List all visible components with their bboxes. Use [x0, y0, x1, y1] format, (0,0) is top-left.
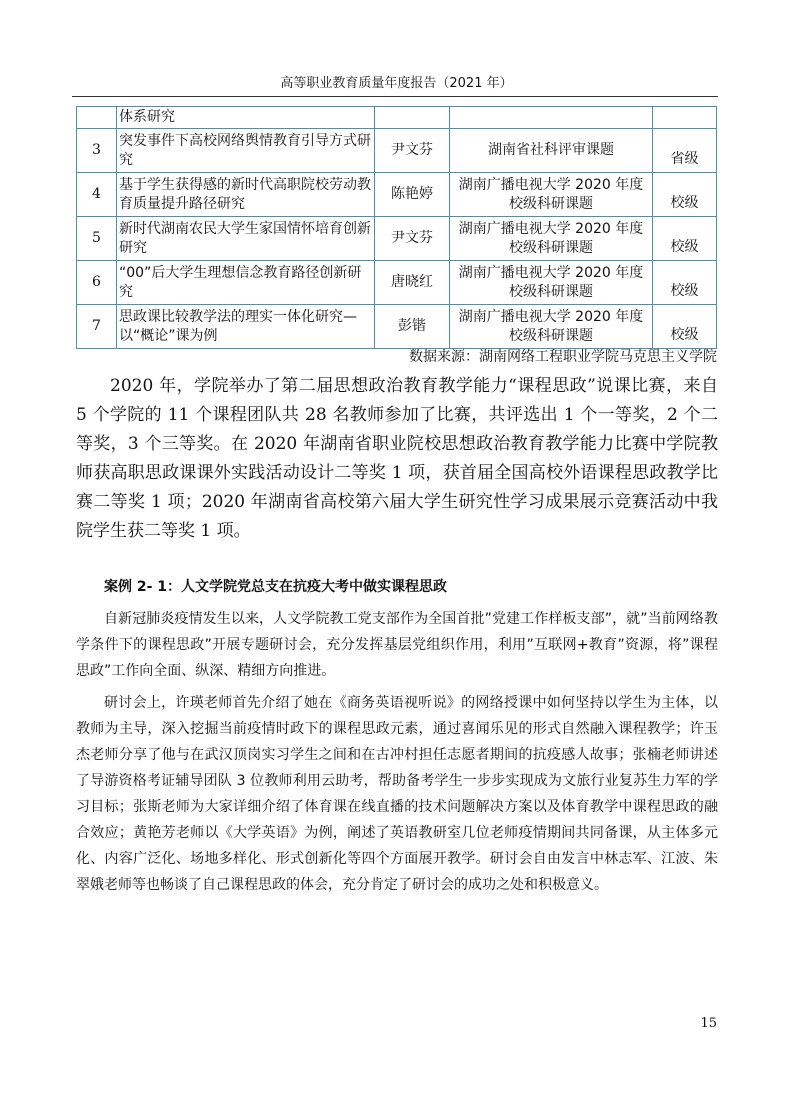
- research-projects-table: [76, 106, 717, 349]
- project-leader: 唐晓红: [375, 261, 450, 305]
- project-level: 校级: [653, 261, 717, 305]
- row-number: 7: [77, 305, 117, 349]
- table-row: [77, 261, 717, 305]
- table-row: [77, 217, 717, 261]
- project-topic: 体系研究: [117, 107, 375, 129]
- row-number: [77, 107, 117, 129]
- project-leader: 陈艳婷: [375, 173, 450, 217]
- row-number: 6: [77, 261, 117, 305]
- row-number: 3: [77, 129, 117, 173]
- row-number: 5: [77, 217, 117, 261]
- project-source: 湖南广播电视大学 2020 年度校级科研课题: [450, 173, 653, 217]
- project-source: 湖南广播电视大学 2020 年度校级科研课题: [450, 305, 653, 349]
- table-row: [77, 305, 717, 349]
- project-source: 湖南省社科评审课题: [450, 129, 653, 173]
- project-leader: 尹文芬: [375, 129, 450, 173]
- project-topic: 基于学生获得感的新时代高职院校劳动教育质量提升路径研究: [117, 173, 375, 217]
- table-row: [77, 107, 717, 129]
- header-title: 高等职业教育质量年度报告（2021 年）: [280, 76, 513, 91]
- row-number: 4: [77, 173, 117, 217]
- project-topic: 思政课比较教学法的理实一体化研究—以“概论”课为例: [117, 305, 375, 349]
- table-source-note: 数据来源：湖南网络工程职业学院马克思主义学院: [409, 349, 717, 365]
- case-paragraph-1: 自新冠肺炎疫情发生以来，人文学院教工党支部作为全国首批”党建工作样板支部”，就”当前网络教学条件下的课程思政”开展专题研讨会，充分发挥基层党组织作用，利用”互联网+教育”资源，将”课程思政”工作向全面、纵深、精细方向推进。: [76, 611, 718, 679]
- project-leader: 尹文芬: [375, 217, 450, 261]
- project-topic: “00”后大学生理想信念教育路径创新研究: [117, 261, 375, 305]
- table-row: [77, 173, 717, 217]
- project-level: 校级: [653, 173, 717, 217]
- project-level: 省级: [653, 129, 717, 173]
- page-number: 15: [700, 1016, 717, 1031]
- case-paragraph-2: 研讨会上，许瑛老师首先介绍了她在《商务英语视听说》的网络授课中如何坚持以学生为主体，以教师为主导，深入挖掘当前疫情时政下的课程思政元素，通过喜闻乐见的形式自然融入课程教学；许玉杰老师分享了他与在武汉顶岗实习学生之间和在古冲村担任志愿者期间的抗疫感人故事；张楠老师讲述了导游资格考证辅导团队 3 位教师利用云助考，帮助备考学生一步步实现成为文旅行业复苏生力军的学习目标；张斯老师为大家详细介绍了体育课在线直播的技术问题解决方案以及体育教学中课程思政的融合效应；黄艳芳老师以《大学英语》为例，阐述了英语教研室几位老师疫情期间共同备课，从主体多元化、内容广泛化、场地多样化、形式创新化等四个方面展开教学。研讨会自由发言中林志军、江波、朱翠娥老师等也畅谈了自己课程思政的体会，充分肯定了研讨会的成功之处和积极意义。: [76, 695, 718, 893]
- project-source: 湖南广播电视大学 2020 年度校级科研课题: [450, 217, 653, 261]
- project-leader: 彭锴: [375, 305, 450, 349]
- project-source: [450, 107, 653, 129]
- project-level: 校级: [653, 305, 717, 349]
- case-title: 案例 2- 1：人文学院党总支在抗疫大考中做实课程思政: [104, 579, 448, 595]
- project-topic: 新时代湖南农民大学生家国情怀培育创新研究: [117, 217, 375, 261]
- main-paragraph: 2020 年，学院举办了第二届思想政治教育教学能力“课程思政”说课比赛，来自 5 个学院的 11 个课程团队共 28 名教师参加了比赛，共评选出 1 个一等奖，2 个二等奖，3 个三等奖。在 2020 年湖南省职业院校思想政治教育教学能力比赛中学院教师获高职思政课课外实践活动设计二等奖 1 项，获首届全国高校外语课程思政教学比赛二等奖 1 项；2020 年湖南省高校第六届大学生研究性学习成果展示竞赛活动中我院学生获二等奖 1 项。: [76, 376, 718, 541]
- project-level: 校级: [653, 217, 717, 261]
- project-leader: [375, 107, 450, 129]
- table-row: [77, 129, 717, 173]
- header-divider: [72, 96, 718, 97]
- project-topic: 突发事件下高校网络舆情教育引导方式研究: [117, 129, 375, 173]
- project-source: 湖南广播电视大学 2020 年度校级科研课题: [450, 261, 653, 305]
- project-level: [653, 107, 717, 129]
